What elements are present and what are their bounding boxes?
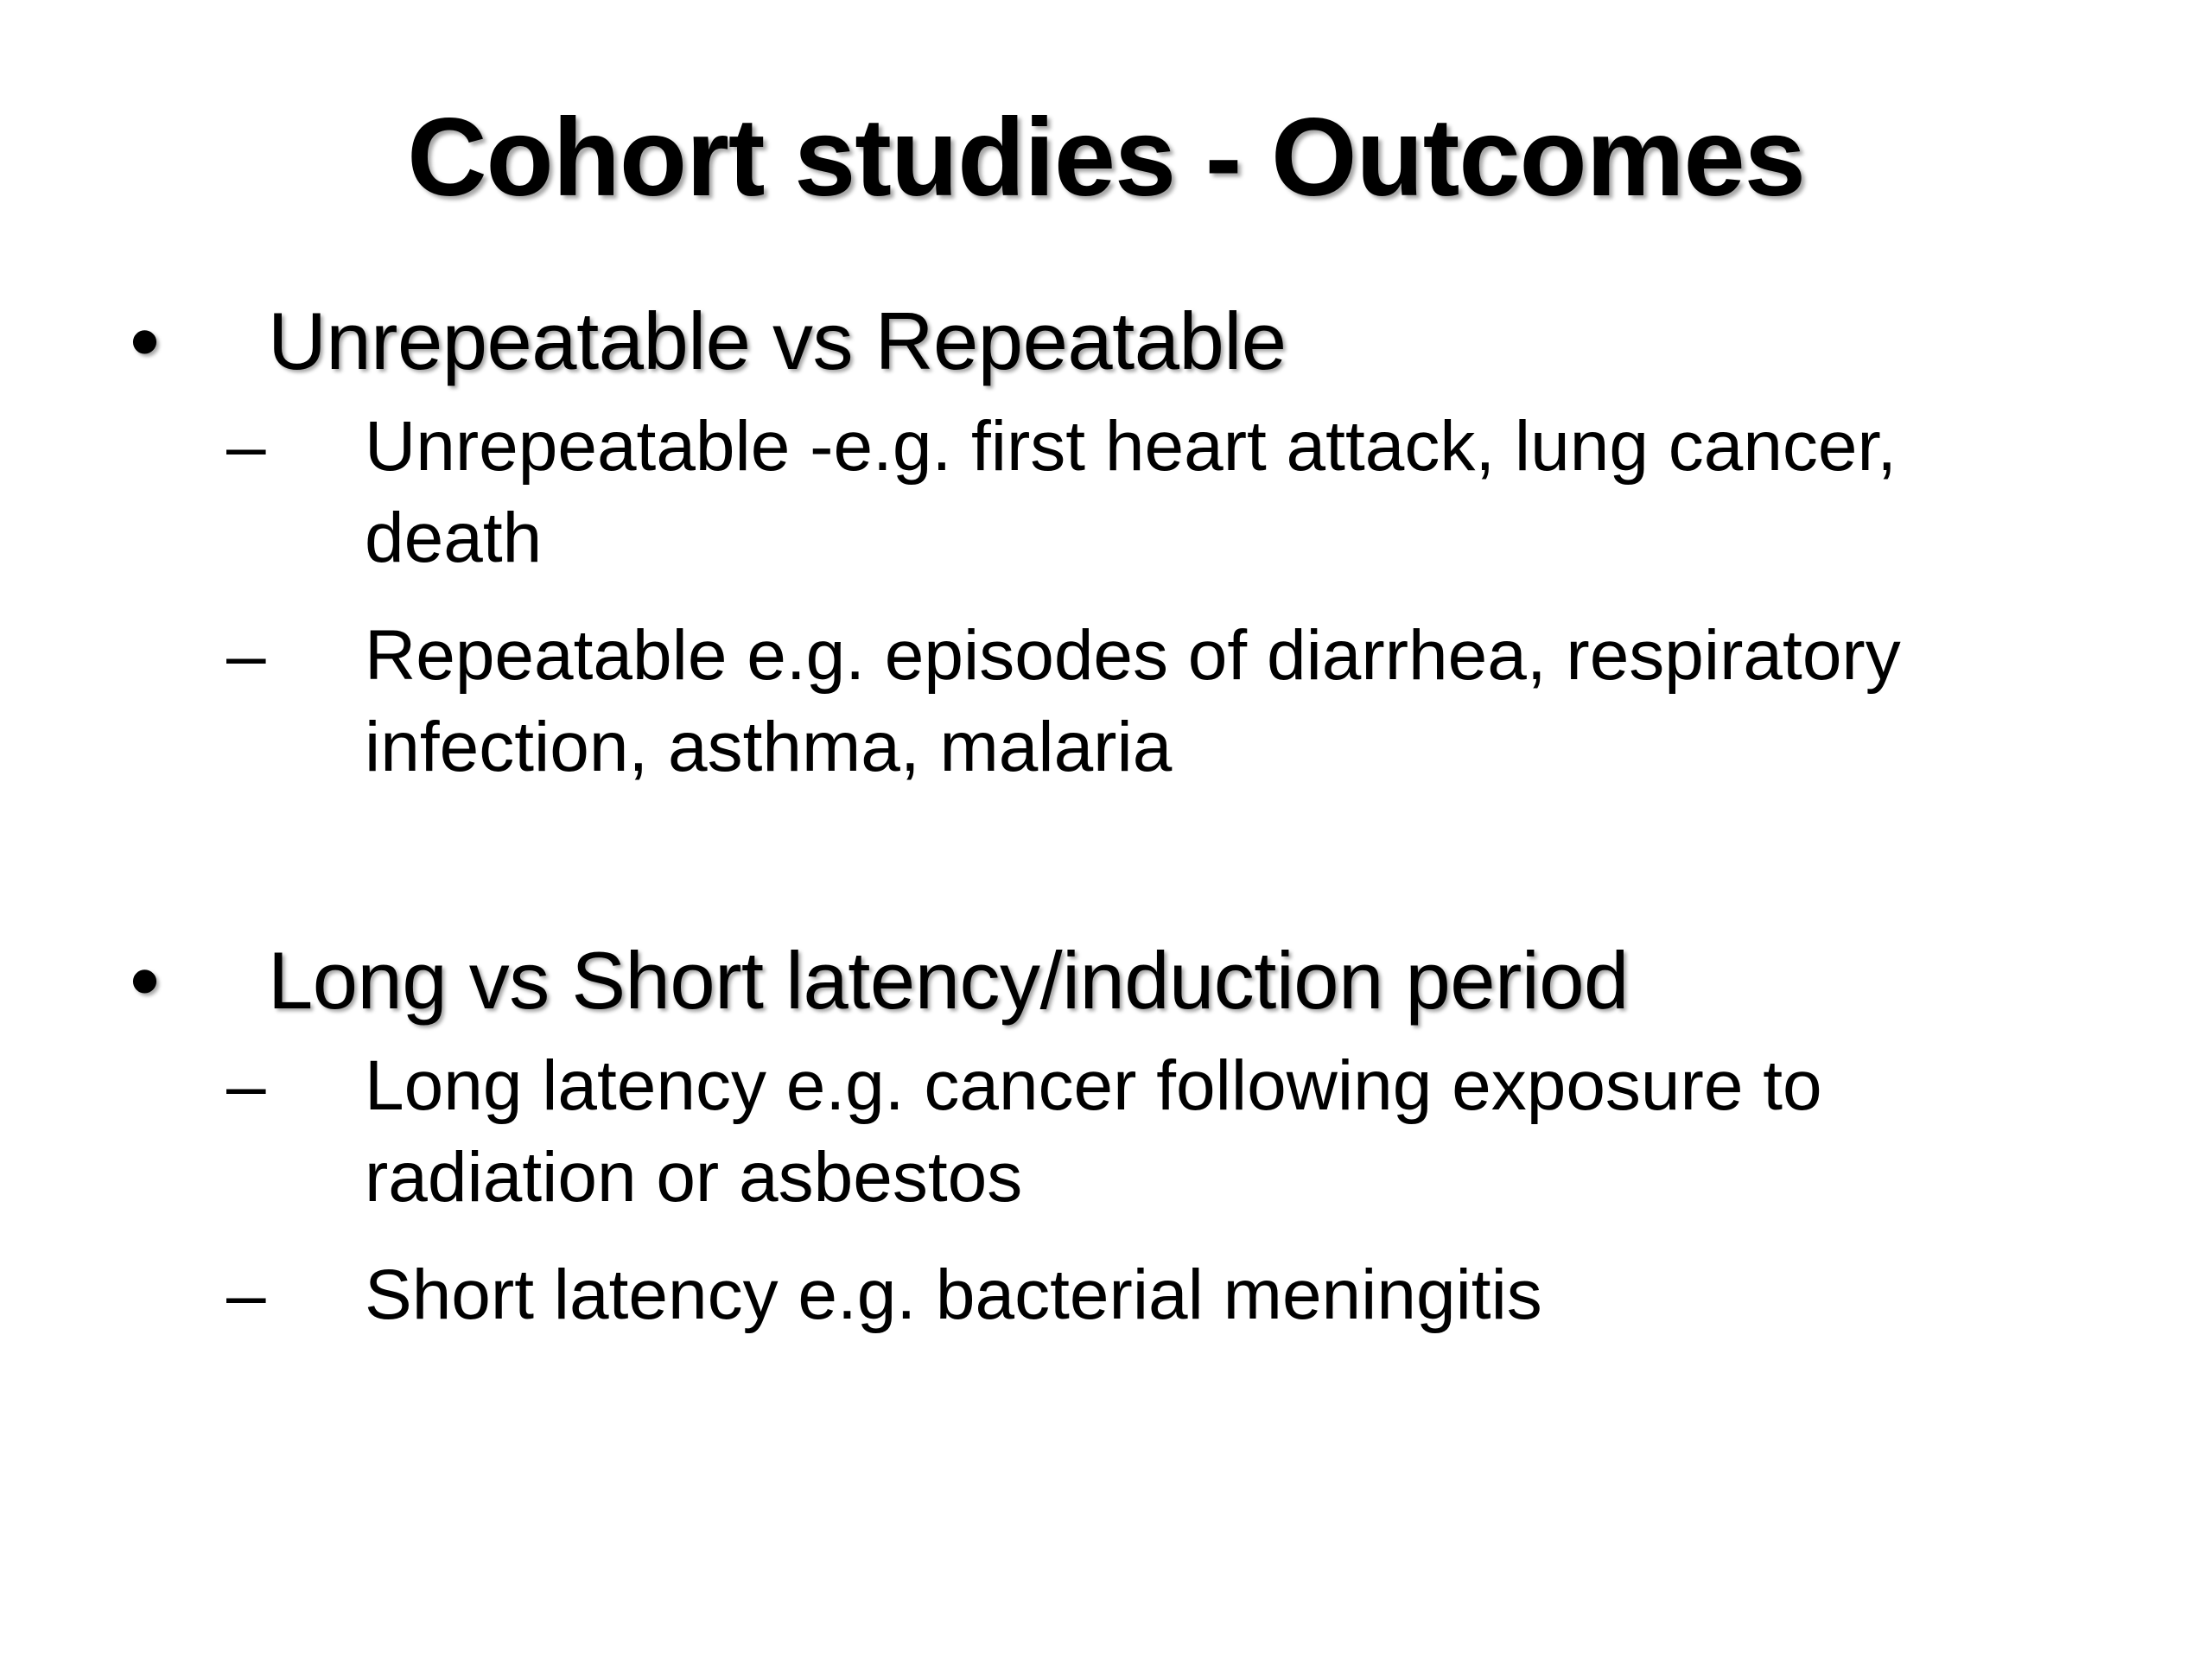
sub-list (0, 1040, 2212, 1341)
bullet-icon: • (130, 932, 161, 1029)
sub-item (0, 610, 2212, 793)
section-latency (0, 925, 2212, 1367)
bullet-item (0, 285, 2212, 397)
dash-icon: – (226, 1255, 266, 1334)
sub-item (0, 401, 2212, 584)
bullet-item (0, 925, 2212, 1037)
bullet-heading: Long vs Short latency/induction period (268, 935, 1629, 1026)
sub-list (0, 401, 2212, 793)
bullet-icon: • (130, 293, 161, 390)
dash-icon: – (226, 616, 266, 695)
sub-item (0, 1040, 2212, 1224)
dash-icon: – (226, 1046, 266, 1125)
slide-title: Cohort studies - Outcomes (407, 96, 1805, 219)
sub-item (0, 1249, 2212, 1341)
section-repeatability (0, 285, 2212, 819)
sub-item-text: Unrepeatable -e.g. first heart attack, lung cancer, death (365, 407, 1897, 577)
sub-item-text: Repeatable e.g. episodes of diarrhea, respiratory infection, asthma, malaria (365, 616, 1901, 786)
sub-item-text: Short latency e.g. bacterial meningitis (365, 1255, 1542, 1334)
bullet-heading: Unrepeatable vs Repeatable (268, 296, 1287, 386)
dash-icon: – (226, 407, 266, 486)
sub-item-text: Long latency e.g. cancer following exposure to radiation or asbestos (365, 1046, 1822, 1217)
